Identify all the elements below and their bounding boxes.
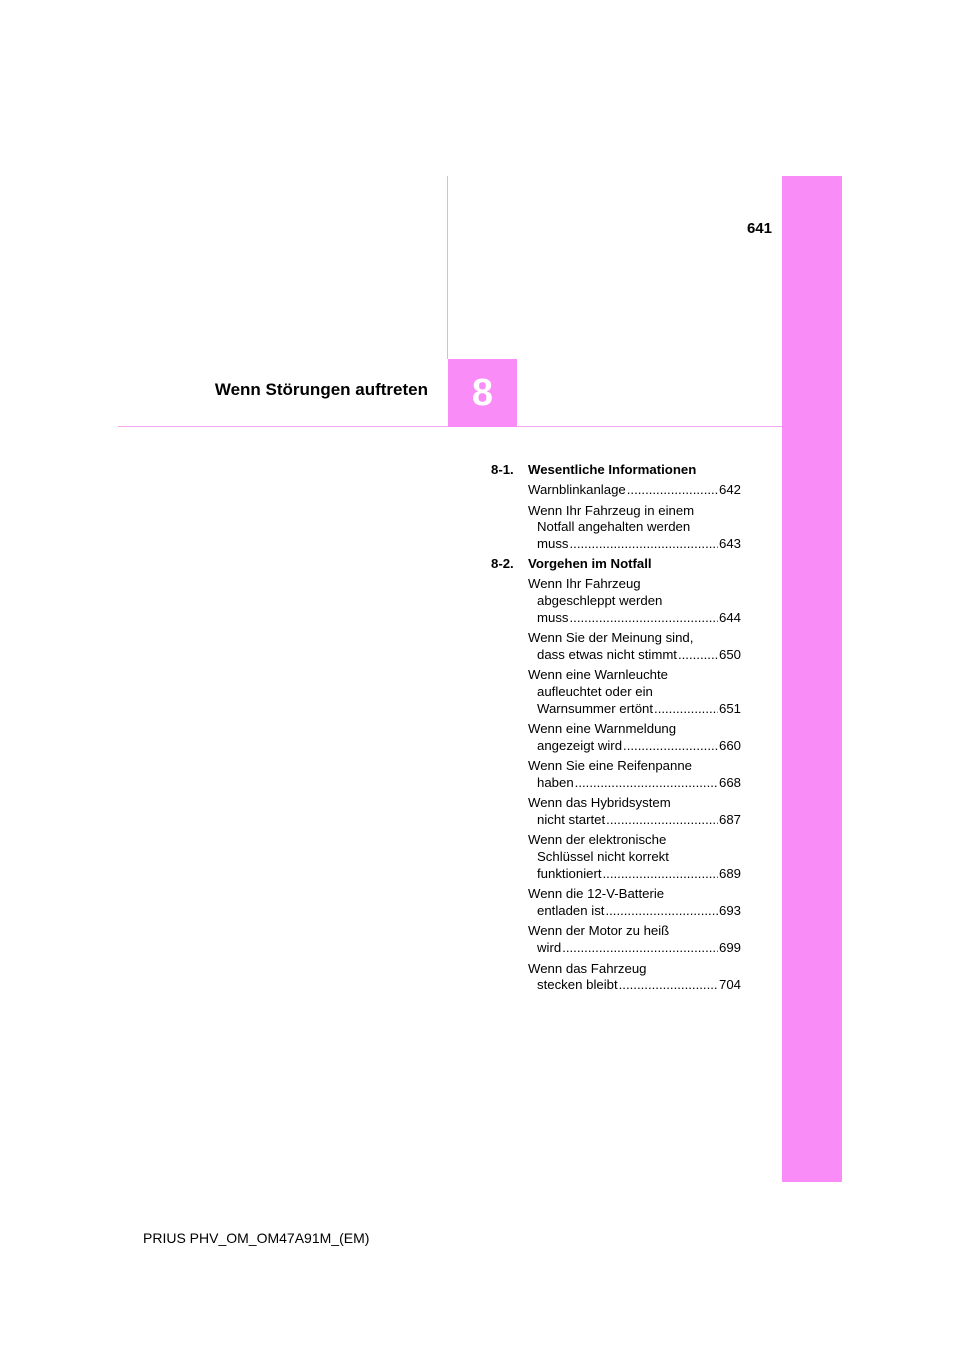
toc-section [491, 462, 741, 553]
document-footer: PRIUS PHV_OM_OM47A91M_(EM) [143, 1230, 370, 1246]
entry-page-number: 651 [718, 700, 741, 716]
entry-text-line: nicht startet [537, 812, 606, 828]
dot-leader [627, 482, 718, 499]
entry-text-line: Wenn Sie eine Reifenpanne [528, 758, 692, 774]
entry-page-number: 660 [718, 737, 741, 753]
entry-page-number: 687 [718, 812, 741, 828]
section-number: 8-2. [491, 555, 514, 571]
dot-leader [562, 940, 718, 957]
toc-entry[interactable] [528, 886, 741, 920]
section-number: 8-1. [491, 462, 514, 477]
entry-text-line: Warnblinkanlage [528, 482, 626, 498]
dot-leader [605, 903, 718, 920]
chapter-title: Wenn Störungen auftreten [214, 380, 428, 399]
entry-page-number: 643 [718, 536, 741, 552]
entry-text-line: entladen ist [537, 903, 605, 919]
entry-text-line: Wenn eine Warnleuchte [528, 667, 669, 683]
entry-text-line: Wenn der elektronische [528, 832, 667, 848]
entry-text-line: Wenn Ihr Fahrzeug [528, 576, 641, 592]
toc-entry[interactable] [528, 503, 741, 553]
entry-page-number: 642 [718, 482, 741, 498]
entry-text-line: Wenn die 12-V-Batterie [528, 886, 665, 902]
entry-page-number: 689 [718, 866, 741, 882]
entry-text-line: Wenn eine Warnmeldung [528, 721, 677, 737]
toc-entry[interactable] [528, 630, 741, 664]
entry-page-number: 668 [718, 775, 741, 791]
toc-entry[interactable] [528, 923, 741, 957]
dot-leader [606, 812, 718, 829]
dot-leader [654, 701, 718, 718]
toc-entry[interactable] [528, 832, 741, 882]
table-of-contents [491, 462, 741, 997]
chapter-number-box [448, 359, 517, 427]
entry-text-line: Wenn das Hybridsystem [528, 795, 671, 811]
entry-page-number: 704 [718, 977, 741, 993]
entry-text-line: Wenn der Motor zu heiß [528, 923, 670, 939]
entry-text-line: Schlüssel nicht korrekt [537, 849, 669, 865]
entry-text-line: muss [537, 609, 569, 625]
entry-page-number: 693 [718, 903, 741, 919]
toc-section [491, 556, 741, 994]
toc-entry[interactable] [528, 961, 741, 995]
entry-text-line: Warnsummer ertönt [537, 700, 654, 716]
toc-entry[interactable] [528, 758, 741, 792]
entry-text-line: Notfall angehalten werden [537, 519, 691, 535]
entry-page-number: 699 [718, 940, 741, 956]
entry-text-line: wird [537, 940, 562, 956]
entry-text-line: haben [537, 775, 574, 791]
toc-entry[interactable] [528, 721, 741, 755]
toc-entry[interactable] [528, 795, 741, 829]
page-number: 641 [746, 220, 772, 237]
entry-text-line: Wenn Ihr Fahrzeug in einem [528, 502, 695, 518]
entry-text-line: Wenn Sie der Meinung sind, [528, 630, 694, 646]
dot-leader [623, 738, 718, 755]
dot-leader [678, 647, 718, 664]
toc-entry[interactable] [528, 667, 741, 717]
section-title: Vorgehen im Notfall [528, 555, 652, 571]
entry-text-line: angezeigt wird [537, 737, 623, 753]
section-title: Wesentliche Informationen [528, 462, 697, 477]
chapter-number: 8 [471, 371, 494, 414]
toc-entry[interactable] [528, 482, 741, 499]
dot-leader [570, 536, 718, 553]
dot-leader [619, 977, 718, 994]
vertical-rule [447, 176, 448, 359]
entry-page-number: 650 [718, 646, 741, 662]
entry-text-line: stecken bleibt [537, 977, 618, 993]
dot-leader [575, 775, 718, 792]
entry-text-line: muss [537, 536, 569, 552]
entry-text-line: aufleuchtet oder ein [537, 684, 653, 700]
entry-text-line: abgeschleppt werden [537, 593, 663, 609]
chapter-sidebar-tab [782, 176, 842, 1182]
dot-leader [570, 610, 718, 627]
entry-text-line: dass etwas nicht stimmt [537, 646, 677, 662]
entry-text-line: funktioniert [537, 866, 602, 882]
toc-entry[interactable] [528, 576, 741, 626]
entry-text-line: Wenn das Fahrzeug [528, 960, 647, 976]
entry-page-number: 644 [718, 609, 741, 625]
dot-leader [603, 866, 718, 883]
